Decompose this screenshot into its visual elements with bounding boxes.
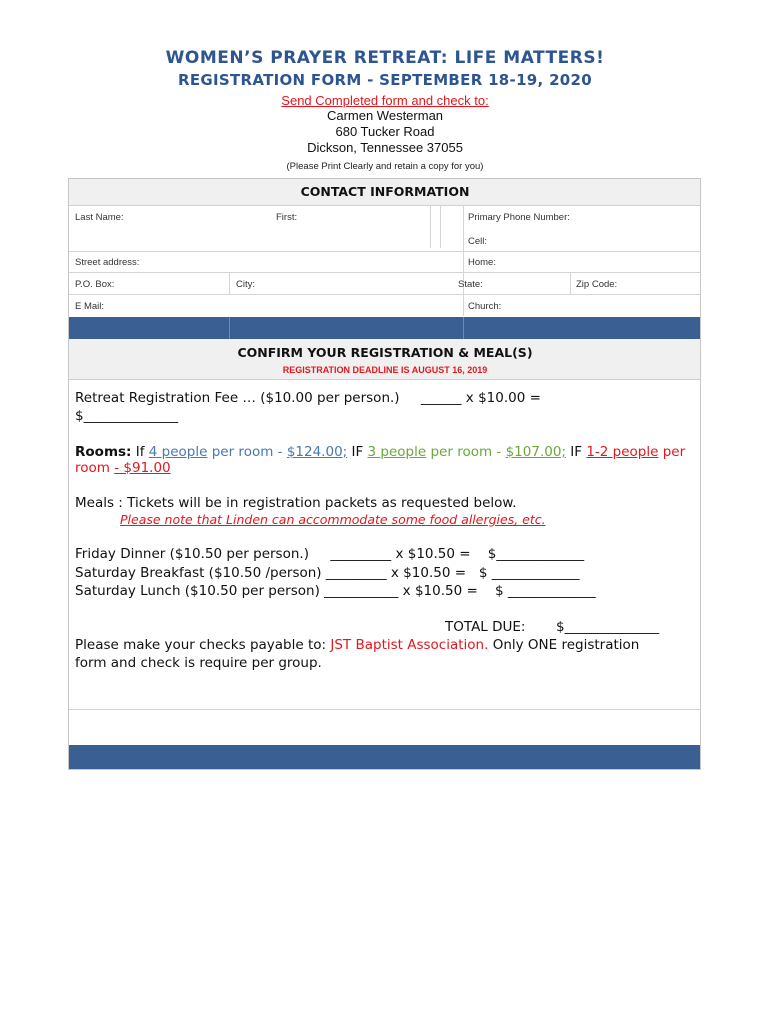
grid-divider [463,206,464,316]
grid-row-line [69,294,700,295]
registration-fee-blank[interactable]: $______________ [75,408,179,424]
rooms-if-3: IF [570,444,583,460]
first-name-field[interactable]: First: [276,212,298,223]
contact-heading: CONTACT INFORMATION [300,184,470,199]
room-per-room-2: per room - [430,444,502,460]
registration-fee-line: Retreat Registration Fee … ($10.00 per person.) ______ x $10.00 = [75,390,541,406]
po-box-field[interactable]: P.O. Box: [75,279,115,290]
last-name-field[interactable]: Last Name: [75,212,124,223]
rooms-if-2: IF [351,444,364,460]
grid-divider [570,272,571,294]
meal-row-saturday-lunch[interactable]: Saturday Lunch ($10.50 per person) ___________ x $10.50 = $ _____________ [75,583,596,599]
print-note: (Please Print Clearly and retain a copy for you) [286,161,484,172]
address-name: Carmen Westerman [326,108,444,123]
rooms-label: Rooms: [75,444,132,460]
grid-row-line [69,251,700,252]
room-per-3: per [662,444,686,460]
church-field[interactable]: Church: [468,301,502,312]
cell-phone-field[interactable]: Cell: [468,236,488,247]
rooms-line [75,444,685,460]
room-word-3: room [75,460,110,476]
grid-row-line [69,272,700,273]
grid-divider [229,272,230,294]
meals-line: Meals : Tickets will be in registration packets as requested below. [75,495,517,511]
payable-prefix: Please make your checks payable to: [75,637,327,653]
rooms-if-1: If [135,444,145,460]
total-due-label: TOTAL DUE: [445,619,526,635]
zip-code-field[interactable]: Zip Code: [576,279,618,290]
send-to-label: Send Completed form and check to: [281,93,489,108]
address-city: Dickson, Tennessee 37055 [307,140,463,155]
footer-bar [69,745,700,769]
street-address-field[interactable]: Street address: [75,257,140,268]
email-field[interactable]: E Mail: [75,301,105,312]
total-due-blank[interactable]: $______________ [556,619,660,635]
room-option-4-people: 4 people [148,444,208,460]
home-phone-field[interactable]: Home: [468,257,496,268]
payable-line-2: form and check is require per group. [75,655,322,671]
bar-divider [229,317,230,339]
form-title: WOMEN’S PRAYER RETREAT: LIFE MATTERS! [165,48,605,68]
payable-line [75,637,639,653]
grid-divider [440,206,441,248]
meal-row-saturday-breakfast[interactable]: Saturday Breakfast ($10.50 /person) _________ x $10.50 = $ _____________ [75,565,580,581]
registration-deadline: REGISTRATION DEADLINE IS AUGUST 16, 2019 [282,365,488,375]
payable-suffix: Only ONE registration [492,637,640,653]
registration-heading: CONFIRM YOUR REGISTRATION & MEAL(S) [237,345,533,360]
room-price-1-2-people: - $91.00 [114,460,171,476]
rooms-line-2 [75,460,171,476]
section-divider-bar [69,317,700,339]
allergy-note: Please note that Linden can accommodate some food allergies, etc. [120,512,546,527]
room-price-4-people: $124.00; [286,444,348,460]
city-field[interactable]: City: [236,279,255,290]
room-option-1-2-people: 1-2 people [586,444,659,460]
room-per-room-1: per room - [211,444,283,460]
grid-divider [430,206,431,248]
state-field[interactable]: State: [458,279,483,290]
meal-row-friday-dinner[interactable]: Friday Dinner ($10.50 per person.) _________ x $10.50 = $_____________ [75,546,585,562]
bar-divider [463,317,464,339]
form-subtitle: REGISTRATION FORM - SEPTEMBER 18-19, 2020 [177,71,593,89]
bottom-row-line [69,709,700,710]
payable-to: JST Baptist Association. [330,637,489,653]
room-price-3-people: $107.00; [505,444,566,460]
address-street: 680 Tucker Road [335,124,435,139]
room-option-3-people: 3 people [367,444,427,460]
primary-phone-field[interactable]: Primary Phone Number: [468,212,570,223]
